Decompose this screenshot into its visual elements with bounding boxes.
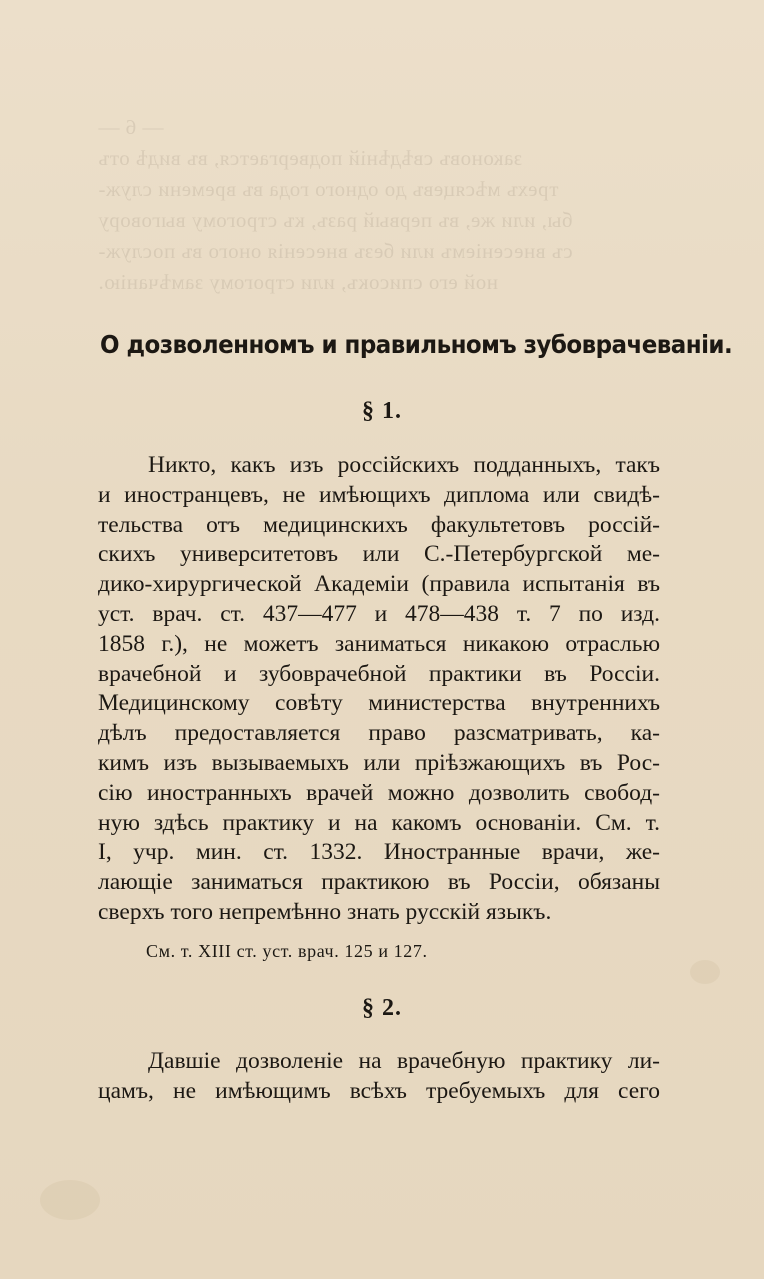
text-line: врачебной и зубоврачебной практики въ Россiи. (98, 660, 660, 687)
text-line: тельства отъ медицинскихъ факультетовъ россiй- (98, 511, 660, 538)
text-line: Давшiе дозволенiе на врачебную практику ли- (148, 1048, 660, 1074)
text-line: сiю иностранныхъ врачей можно дозволить свобод- (98, 779, 660, 806)
text-line: уст. врач. ст. 437—477 и 478—438 т. 7 по изд. (98, 600, 660, 627)
text-line: Медицинскому совѣту министерства внутреннихъ (98, 690, 660, 717)
paper-stain (40, 1180, 100, 1220)
text-line: и иностранцевъ, не имѣющихъ диплома или свидѣ- (98, 481, 660, 508)
text-line: лающiе заниматься практикою въ Россiи, обязаны (98, 869, 660, 896)
text-line: дѣлъ предоставляется право разсматривать, ка- (98, 720, 660, 747)
text-line: кимъ изъ вызываемыхъ или прiѣзжающихъ въ Рос- (98, 749, 660, 776)
text-line: 1858 г.), не можетъ заниматься никакою отраслью (98, 630, 660, 657)
paragraph-2 (98, 1047, 660, 1107)
section-heading-1: § 1. (362, 398, 402, 424)
reference-note: См. т. XIII ст. уст. врач. 125 и 127. (146, 941, 428, 961)
text-line: цамъ, не имѣющимъ всѣхъ требуемыхъ для сего (98, 1077, 660, 1104)
text-line: ную здѣсь практику и на какомъ основанiи. См. т. (98, 809, 660, 836)
page-title: О дозволенномъ и правильномъ зубоврачеванiи. (100, 330, 733, 359)
paragraph-1 (98, 451, 660, 928)
paper-stain (690, 960, 720, 984)
text-line: сверхъ того непремѣнно знать русскiй языкъ. (98, 898, 552, 925)
text-line: I, учр. мин. ст. 1332. Иностранные врачи, же- (98, 839, 660, 866)
section-heading-2: § 2. (362, 995, 402, 1021)
text-line: дико-хирургической Академiи (правила испытанiя въ (98, 571, 660, 598)
text-line: Никто, какъ изъ россiйскихъ подданныхъ, такъ (148, 452, 660, 478)
text-line: скихъ университетовъ или С.-Петербургской ме- (98, 541, 660, 568)
show-through-text: — 6 — законовъ свѣдѣнiй подвергается, въ видѣ отъ трехъ мѣсяцевъ до одного года въ времени служ- бы, или же, въ первый разъ, къ строгому выговору съ внесенiемъ или безъ внесенiя оного въ послуж- ной его списокъ, или строгому замѣчанiю. (98, 115, 573, 294)
